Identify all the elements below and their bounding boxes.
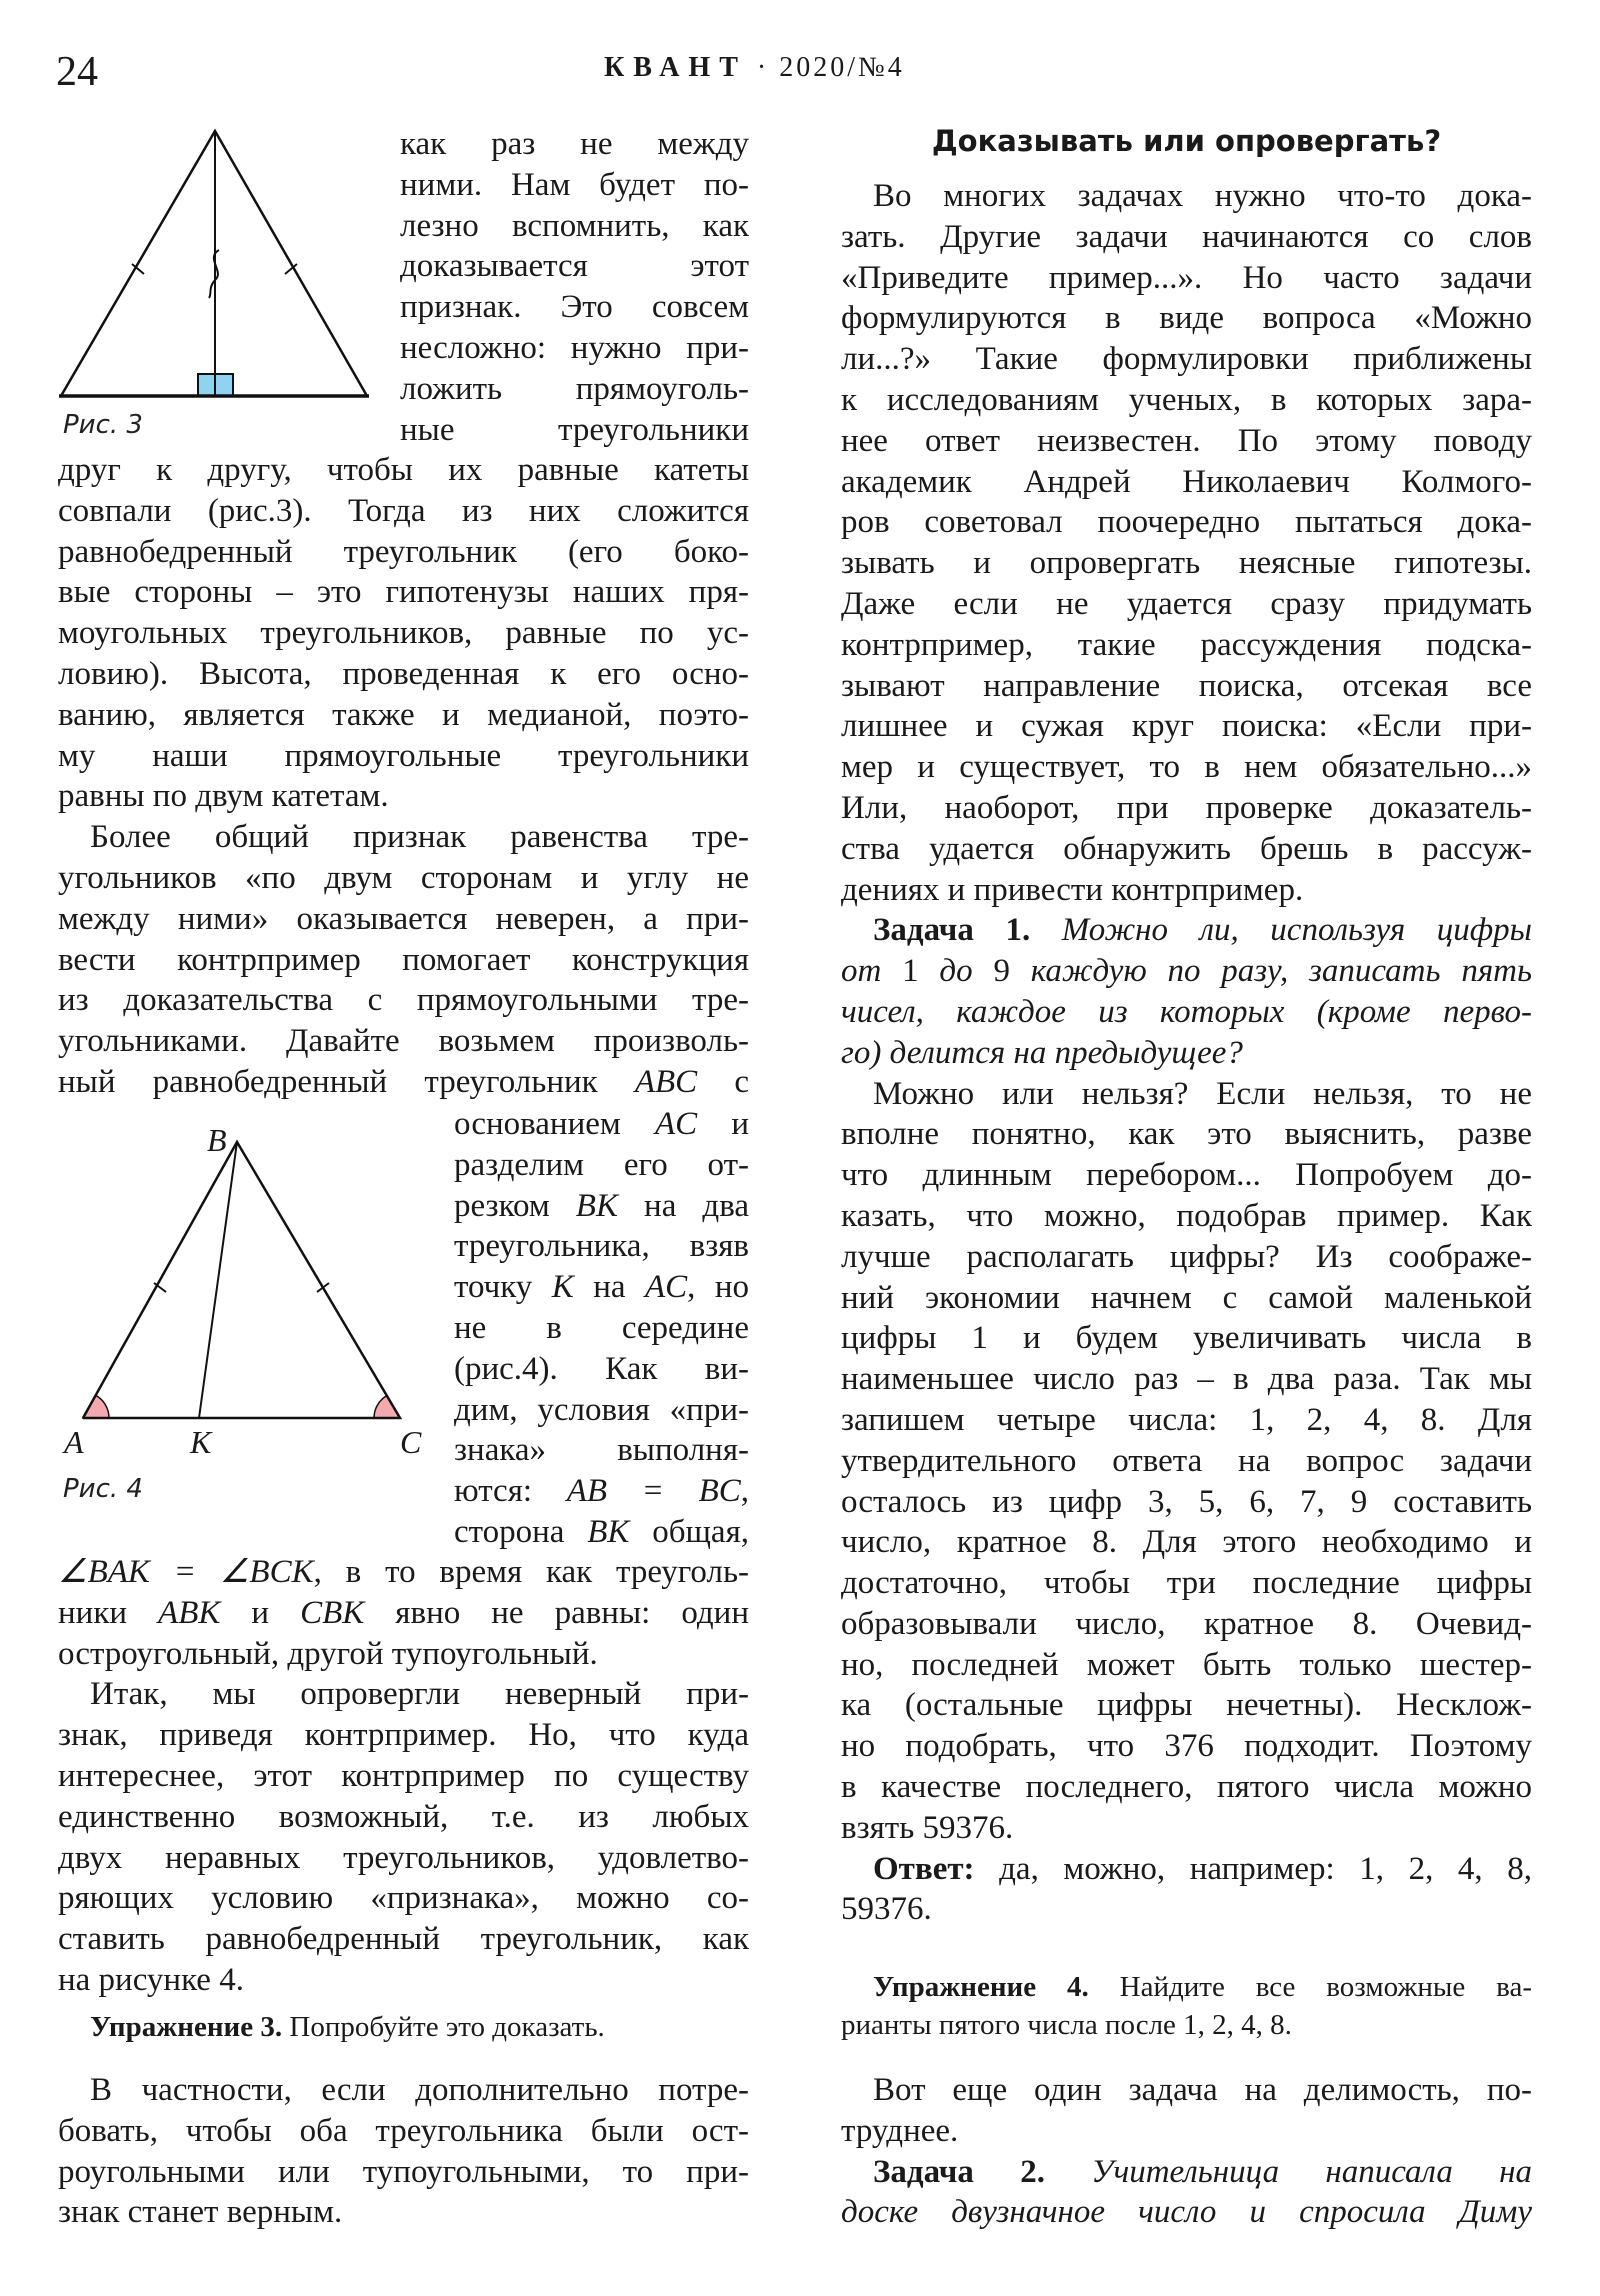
text-run: но, последней может быть только шестер- bbox=[841, 1646, 1532, 1683]
text-line bbox=[454, 1267, 749, 1308]
segment-bk bbox=[199, 1142, 237, 1418]
text-line bbox=[400, 165, 749, 206]
text-run: вести контрпример помогает конструкция bbox=[58, 941, 749, 978]
text-line bbox=[841, 1563, 1532, 1604]
italic-text: AC bbox=[644, 1269, 688, 1306]
text-run: ка (остальные цифры нечетны). Несклож- bbox=[841, 1687, 1532, 1724]
text-line bbox=[841, 951, 1532, 992]
text-run: совпали (рис.3). Тогда из них сложится bbox=[58, 492, 749, 529]
text-line bbox=[58, 1674, 749, 1715]
italic-text: каждую по разу, записать пять bbox=[1009, 953, 1532, 990]
right-text-main bbox=[841, 176, 1532, 1930]
exercise-4 bbox=[841, 1968, 1532, 2044]
text-line bbox=[454, 1186, 749, 1227]
text-run: ный равнобедренный треугольник bbox=[58, 1063, 635, 1100]
text-run: явно не равны: один bbox=[364, 1594, 749, 1631]
text-line bbox=[58, 1593, 749, 1634]
text-line bbox=[58, 1878, 749, 1919]
label-a: A bbox=[64, 1424, 84, 1460]
text-run: Более общий признак равенства тре- bbox=[90, 819, 749, 856]
text-run: в качестве последнего, пятого числа можно bbox=[841, 1769, 1532, 1806]
text-run: на два bbox=[617, 1187, 749, 1224]
text-run: знак станет верным. bbox=[58, 2194, 343, 2231]
text-line bbox=[58, 2192, 749, 2233]
text-run: ложить прямоуголь- bbox=[400, 370, 749, 407]
italic-text: ∠BAK = ∠BCK bbox=[58, 1554, 314, 1590]
text-run: ные треугольники bbox=[400, 411, 749, 448]
text-line bbox=[841, 625, 1532, 666]
text-run: контрпример, такие рассуждения подска- bbox=[841, 626, 1532, 663]
text-line bbox=[841, 176, 1532, 217]
text-run: вполне понятно, как это выяснить, разве bbox=[841, 1116, 1532, 1153]
text-line bbox=[841, 1155, 1532, 1196]
text-run: нее ответ неизвестен. По этому поводу bbox=[841, 422, 1532, 459]
text-run: между ними» оказывается неверен, а при- bbox=[58, 900, 749, 937]
left-text-full-2 bbox=[58, 1552, 749, 2001]
text-line bbox=[841, 829, 1532, 870]
text-line bbox=[841, 543, 1532, 584]
text-run: Вот еще один задача на делимость, по- bbox=[873, 2072, 1532, 2108]
text-line bbox=[841, 339, 1532, 380]
text-line bbox=[841, 747, 1532, 788]
text-line bbox=[841, 1968, 1532, 2006]
text-line bbox=[841, 1645, 1532, 1686]
text-line bbox=[841, 298, 1532, 339]
exercise-3 bbox=[58, 2008, 749, 2046]
text-run: разделим его от- bbox=[454, 1146, 749, 1183]
text-run: к исследованиям ученых, в которых зара- bbox=[841, 381, 1532, 418]
italic-text: BK bbox=[587, 1513, 630, 1550]
text-line bbox=[58, 817, 749, 858]
text-line bbox=[454, 1104, 749, 1145]
text-run: число, кратное 8. Для этого необходимо и bbox=[841, 1524, 1532, 1561]
text-run: достаточно, чтобы три последние цифры bbox=[841, 1565, 1532, 1602]
text-line bbox=[841, 421, 1532, 462]
text-run: несложно: нужно при- bbox=[400, 329, 749, 366]
text-line bbox=[58, 1634, 749, 1675]
text-line bbox=[58, 1021, 749, 1062]
text-run: как раз не между bbox=[400, 126, 749, 162]
text-run: точку bbox=[454, 1269, 552, 1306]
text-line bbox=[58, 1756, 749, 1797]
text-run: ванию, является также и медианой, поэто- bbox=[58, 696, 749, 733]
text-line bbox=[58, 1797, 749, 1838]
text-run: Даже если не удается сразу придумать bbox=[841, 585, 1532, 622]
italic-text: CBK bbox=[300, 1594, 365, 1631]
text-run: 9 bbox=[993, 953, 1010, 990]
text-run: ний экономии начнем с самой маленькой bbox=[841, 1279, 1532, 1316]
text-run: лишнее и сужая круг поиска: «Если при- bbox=[841, 708, 1532, 745]
text-line bbox=[841, 1318, 1532, 1359]
text-run: сторона bbox=[454, 1513, 588, 1550]
text-line bbox=[58, 940, 749, 981]
journal-title: КВАНТ bbox=[604, 52, 747, 83]
italic-text: ABC bbox=[634, 1063, 698, 1100]
text-line bbox=[58, 654, 749, 695]
text-run: угольниками. Давайте возьмем произволь- bbox=[58, 1023, 749, 1060]
text-run: запишем четыре числа: 1, 2, 4, 8. Для bbox=[841, 1401, 1532, 1438]
text-run: утвердительного ответа на вопрос задачи bbox=[841, 1442, 1532, 1479]
text-run: ставить равнобедренный треугольник, как bbox=[58, 1921, 749, 1958]
text-run: и bbox=[220, 1594, 301, 1631]
text-line bbox=[841, 2192, 1532, 2233]
text-line bbox=[58, 980, 749, 1021]
text-run: бовать, чтобы оба треугольника были ост- bbox=[58, 2112, 749, 2149]
italic-text: го) делится на предыдущее? bbox=[841, 1034, 1243, 1071]
text-line bbox=[841, 1441, 1532, 1482]
text-run: единственно возможный, т.е. из любых bbox=[58, 1798, 749, 1835]
text-line bbox=[841, 1482, 1532, 1523]
text-line bbox=[400, 369, 749, 410]
italic-text: K bbox=[551, 1269, 574, 1306]
text-run: цифры 1 и будем увеличивать числа в bbox=[841, 1320, 1532, 1357]
text-line bbox=[841, 1196, 1532, 1237]
text-run: осталось из цифр 3, 5, 6, 7, 9 составить bbox=[841, 1483, 1532, 1520]
italic-text: от bbox=[841, 953, 903, 990]
text-run: ряющих условию «признака», можно со- bbox=[58, 1880, 749, 1917]
figure-4-caption: Рис. 4 bbox=[63, 1474, 143, 1504]
text-run: двух неравных треугольников, удовлетво- bbox=[58, 1839, 749, 1876]
text-line bbox=[841, 2152, 1532, 2193]
figure-4 bbox=[83, 1142, 400, 1418]
italic-text: чисел, каждое из которых (кроме перво- bbox=[841, 993, 1532, 1030]
text-line bbox=[841, 1033, 1532, 1074]
text-run: зывать и опровергать неясные гипотезы. bbox=[841, 545, 1532, 582]
text-run: ли...?» Такие формулировки приближены bbox=[841, 341, 1532, 378]
text-line bbox=[841, 2006, 1532, 2044]
text-line bbox=[58, 1062, 749, 1103]
text-line bbox=[400, 246, 749, 287]
text-run: основанием bbox=[454, 1106, 655, 1142]
text-line bbox=[841, 1400, 1532, 1441]
text-run: Попробуйте это доказать. bbox=[282, 2011, 605, 2043]
text-run: знака» выполня- bbox=[454, 1432, 749, 1469]
text-run: вые стороны – это гипотенузы наших пря- bbox=[58, 574, 749, 611]
text-run: Или, наоборот, при проверке доказатель- bbox=[841, 789, 1532, 826]
text-line bbox=[58, 2008, 749, 2046]
text-run: , bbox=[740, 1473, 749, 1510]
text-run: знак, приведя контрпример. Но, что куда bbox=[58, 1717, 749, 1754]
italic-text: ABK bbox=[158, 1594, 221, 1631]
text-line bbox=[841, 1237, 1532, 1278]
text-line bbox=[454, 1308, 749, 1349]
text-run: и bbox=[697, 1106, 749, 1142]
text-line bbox=[841, 1604, 1532, 1645]
bold-label: Упражнение 3. bbox=[90, 2011, 283, 2043]
text-run: признак. Это совсем bbox=[400, 289, 749, 326]
text-line bbox=[841, 1889, 1532, 1930]
text-line bbox=[454, 1349, 749, 1390]
text-line bbox=[841, 706, 1532, 747]
text-run: ются: bbox=[454, 1473, 567, 1510]
text-run: 1 bbox=[902, 953, 919, 990]
text-run: наименьшее число раз – в два раза. Так мы bbox=[841, 1361, 1532, 1398]
text-line bbox=[58, 450, 749, 491]
text-line bbox=[841, 870, 1532, 911]
text-run: Найдите все возможные ва- bbox=[1088, 1971, 1532, 2003]
text-line bbox=[58, 695, 749, 736]
right-text-tail bbox=[841, 2070, 1532, 2233]
angle-c-fill bbox=[374, 1396, 400, 1418]
tick-mark-bc bbox=[317, 1283, 329, 1292]
text-run: но подобрать, что 376 подходит. Поэтому bbox=[841, 1728, 1532, 1765]
text-line bbox=[454, 1512, 749, 1553]
text-line bbox=[841, 1278, 1532, 1319]
text-run: 59376. bbox=[841, 1891, 932, 1928]
text-run: труднее. bbox=[841, 2112, 959, 2149]
text-line bbox=[58, 572, 749, 613]
text-line bbox=[58, 2111, 749, 2152]
text-line bbox=[841, 2111, 1532, 2152]
text-line bbox=[400, 206, 749, 247]
italic-text: Учительница написала на bbox=[1091, 2153, 1532, 2190]
text-run: казать, что можно, подобрав пример. Как bbox=[841, 1197, 1532, 1234]
text-run: зать. Другие задачи начинаются со слов bbox=[841, 218, 1532, 255]
text-run: равны по двум катетам. bbox=[58, 778, 389, 815]
text-line bbox=[841, 2070, 1532, 2111]
text-run: дениях и привести контрпример. bbox=[841, 871, 1304, 908]
text-line bbox=[841, 380, 1532, 421]
text-run: роугольными или тупоугольными, то при- bbox=[58, 2153, 749, 2190]
text-run: на рисунке 4. bbox=[58, 1961, 244, 1998]
text-run: академик Андрей Николаевич Колмого- bbox=[841, 463, 1532, 500]
text-line bbox=[841, 502, 1532, 543]
text-run: моугольных треугольников, равные по ус- bbox=[58, 615, 749, 652]
italic-text: Можно ли, используя цифры bbox=[1061, 912, 1532, 949]
italic-text: BK bbox=[575, 1187, 618, 1224]
italic-text: доске двузначное число и спросила Диму bbox=[841, 2194, 1532, 2231]
text-run: Можно или нельзя? Если нельзя, то не bbox=[873, 1075, 1532, 1112]
text-line bbox=[454, 1145, 749, 1186]
text-run: интереснее, этот контрпример по существу bbox=[58, 1757, 749, 1794]
text-line bbox=[841, 788, 1532, 829]
text-line bbox=[841, 1359, 1532, 1400]
text-line bbox=[454, 1430, 749, 1471]
text-run: , в то время как треуголь- bbox=[313, 1554, 749, 1590]
text-run: доказывается этот bbox=[400, 248, 749, 285]
text-line bbox=[841, 992, 1532, 1033]
bold-label: Задача 1. bbox=[873, 912, 1031, 949]
text-run: В частности, если дополнительно потре- bbox=[90, 2072, 749, 2108]
italic-text: AB = BC bbox=[566, 1473, 741, 1510]
text-line bbox=[841, 217, 1532, 258]
text-run: Итак, мы опровергли неверный при- bbox=[90, 1676, 749, 1713]
text-run: ники bbox=[58, 1594, 159, 1631]
section-heading: Доказывать или опровергать? bbox=[931, 124, 1442, 158]
text-line bbox=[454, 1390, 749, 1431]
text-run: лучше располагать цифры? Из соображе- bbox=[841, 1238, 1532, 1275]
text-line bbox=[58, 899, 749, 940]
text-line bbox=[58, 491, 749, 532]
text-run: дим, условия «при- bbox=[454, 1391, 749, 1428]
text-line bbox=[58, 858, 749, 899]
bold-label: Задача 2. bbox=[873, 2153, 1045, 2190]
text-run: угольников «по двум сторонам и углу не bbox=[58, 859, 749, 896]
bold-label: Упражнение 4. bbox=[873, 1971, 1089, 2003]
text-line bbox=[841, 1808, 1532, 1849]
text-line bbox=[58, 2070, 749, 2111]
text-line bbox=[58, 1715, 749, 1756]
text-line bbox=[841, 1849, 1532, 1890]
text-line bbox=[400, 287, 749, 328]
text-line bbox=[841, 1726, 1532, 1767]
label-b: B bbox=[207, 1122, 227, 1158]
text-run: с bbox=[697, 1063, 749, 1100]
triangle-abc bbox=[83, 1142, 400, 1418]
text-line bbox=[58, 1552, 749, 1593]
text-run: Во многих задачах нужно что-то дока- bbox=[873, 178, 1532, 214]
text-line bbox=[841, 1685, 1532, 1726]
text-line bbox=[841, 1522, 1532, 1563]
left-text-full-1 bbox=[58, 450, 749, 1103]
text-line bbox=[58, 1960, 749, 2001]
text-line bbox=[400, 124, 749, 165]
text-run: ров советовал поочередно пытаться дока- bbox=[841, 504, 1532, 541]
text-line bbox=[841, 462, 1532, 503]
text-line bbox=[58, 1919, 749, 1960]
page-number: 24 bbox=[56, 49, 98, 95]
text-run: , но bbox=[687, 1269, 749, 1306]
text-run: ловию). Высота, проведенная к его осно- bbox=[58, 655, 749, 692]
text-line bbox=[454, 1226, 749, 1267]
text-run: общая, bbox=[629, 1513, 749, 1550]
text-line bbox=[841, 910, 1532, 951]
text-line bbox=[841, 666, 1532, 707]
text-run: взять 59376. bbox=[841, 1809, 1014, 1846]
left-text-final bbox=[58, 2070, 749, 2233]
text-run: друг к другу, чтобы их равные катеты bbox=[58, 452, 749, 488]
text-line bbox=[58, 532, 749, 573]
angle-a-fill bbox=[83, 1395, 109, 1418]
figure-3 bbox=[59, 131, 369, 396]
figure-3-caption: Рис. 3 bbox=[63, 410, 143, 440]
text-run: лезно вспомнить, как bbox=[400, 207, 749, 244]
text-run bbox=[1045, 2154, 1091, 2190]
text-line bbox=[58, 2152, 749, 2193]
text-run: му наши прямоугольные треугольники bbox=[58, 737, 749, 774]
text-run: что длинным перебором... Попробуем до- bbox=[841, 1157, 1532, 1194]
text-line bbox=[400, 410, 749, 451]
text-line bbox=[58, 1838, 749, 1879]
issue-number: · 2020/№4 bbox=[756, 52, 905, 83]
text-run: да, можно, например: 1, 2, 4, 8, bbox=[974, 1850, 1532, 1887]
bold-label: Ответ: bbox=[873, 1850, 975, 1887]
text-run: образовывали число, кратное 8. Очевид- bbox=[841, 1605, 1532, 1642]
text-run: ними. Нам будет по- bbox=[400, 166, 749, 203]
text-line bbox=[454, 1471, 749, 1512]
text-run: из доказательства с прямоугольными тре- bbox=[58, 982, 749, 1019]
label-c: C bbox=[400, 1424, 422, 1460]
text-run: формулируются в виде вопроса «Можно bbox=[841, 300, 1532, 337]
text-line bbox=[841, 1074, 1532, 1115]
text-run: (рис.4). Как ви- bbox=[454, 1350, 749, 1387]
text-run: ства удается обнаружить брешь в рассуж- bbox=[841, 830, 1532, 867]
text-run: не в середине bbox=[454, 1309, 749, 1346]
text-line bbox=[841, 1114, 1532, 1155]
left-text-narrow-2 bbox=[454, 1104, 749, 1553]
left-text-narrow-1 bbox=[400, 124, 749, 450]
text-run: остроугольный, другой тупоугольный. bbox=[58, 1635, 598, 1672]
text-run: равнобедренный треугольник (его боко- bbox=[58, 533, 749, 570]
text-line bbox=[58, 613, 749, 654]
text-line bbox=[58, 736, 749, 777]
text-run: «Приведите пример...». Но часто задачи bbox=[841, 259, 1532, 296]
text-line bbox=[841, 584, 1532, 625]
text-run: мер и существует, то в нем обязательно...» bbox=[841, 749, 1532, 786]
text-run bbox=[1030, 912, 1062, 948]
text-run: треугольника, взяв bbox=[454, 1228, 749, 1265]
label-k: K bbox=[190, 1424, 212, 1460]
text-line bbox=[400, 328, 749, 369]
text-line bbox=[58, 776, 749, 817]
text-run: резком bbox=[454, 1187, 576, 1224]
text-line bbox=[841, 258, 1532, 299]
italic-text: AC bbox=[654, 1106, 698, 1142]
text-run: на bbox=[573, 1269, 645, 1306]
text-run: зывают направление поиска, отсекая все bbox=[841, 667, 1532, 704]
italic-text: до bbox=[918, 953, 994, 990]
text-line bbox=[841, 1767, 1532, 1808]
text-run: рианты пятого числа после 1, 2, 4, 8. bbox=[841, 2009, 1292, 2041]
